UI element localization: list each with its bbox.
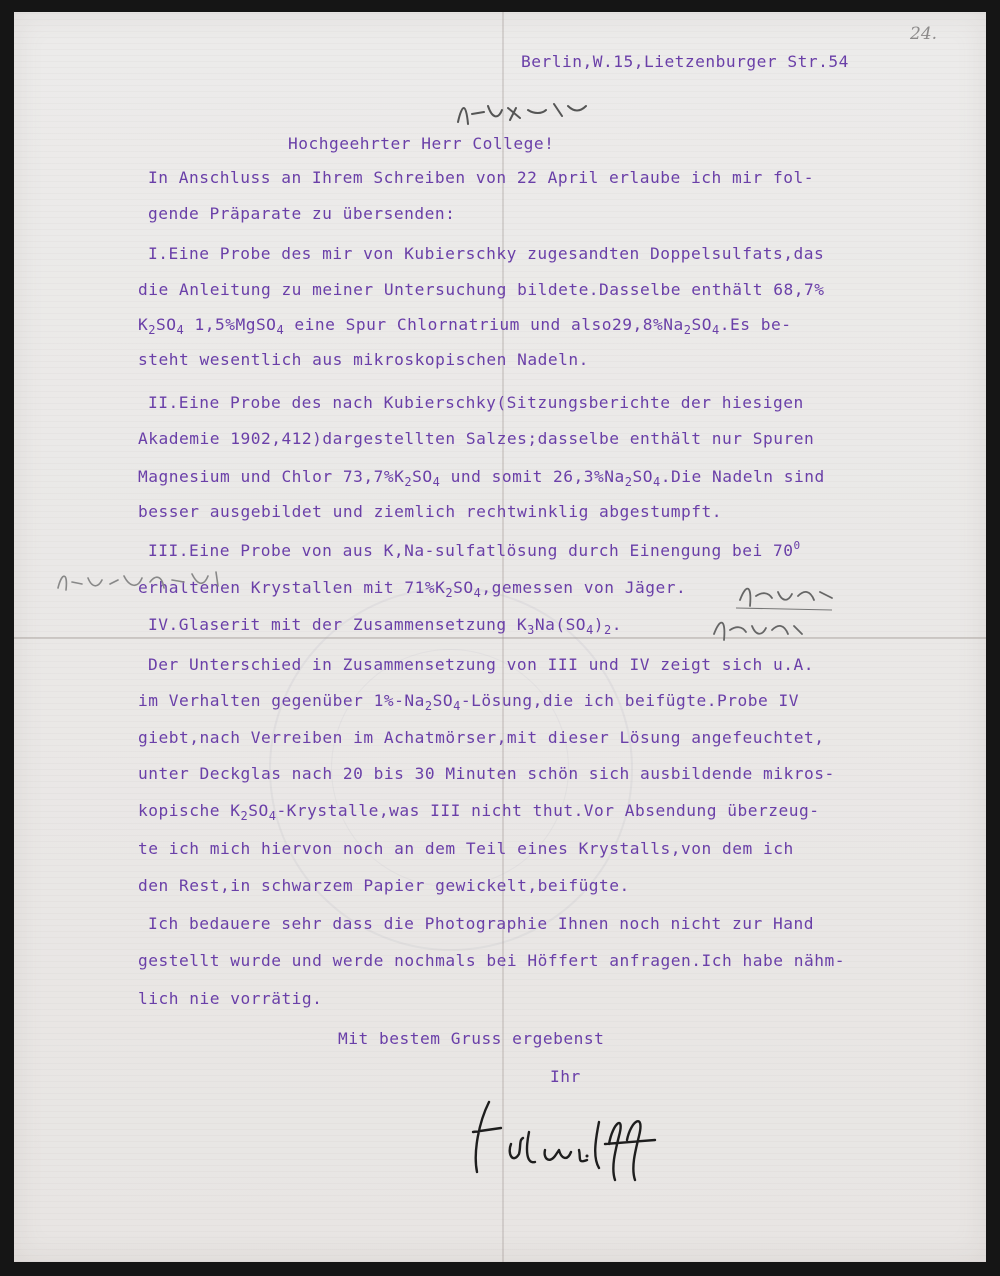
body-line-21: Ich bedauere sehr dass die Photographie Ihnen noch nicht zur Hand xyxy=(148,914,814,933)
body-line-1: In Anschluss an Ihrem Schreiben von 22 April erlaube ich mir fol- xyxy=(148,168,814,187)
body-line-14: Der Unterschied in Zusammensetzung von III und IV zeigt sich u.A. xyxy=(148,655,814,674)
body-line-11: III.Eine Probe von aus K,Na-sulfatlösung durch Einengung bei $70^0$ xyxy=(148,539,801,560)
body-line-4: die Anleitung zu meiner Untersuchung bildete.Dasselbe enthält 68,7% xyxy=(138,280,825,299)
letter-page xyxy=(14,12,986,1262)
signature xyxy=(459,1092,659,1182)
body-line-23: lich nie vorrätig. xyxy=(138,989,323,1008)
body-line-3: I.Eine Probe des mir von Kubierschky zugesandten Doppelsulfats,das xyxy=(148,244,825,263)
body-line-16: giebt,nach Verreiben im Achatmörser,mit dieser Lösung angefeuchtet, xyxy=(138,728,825,747)
pencil-annotation-2 xyxy=(706,612,816,648)
body-line-2: gende Präparate zu übersenden: xyxy=(148,204,456,223)
body-line-15: im Verhalten gegenüber $1\%-Na_2SO_4-Lösung,die$ ich beifügte.Probe IV xyxy=(138,691,799,713)
page-number: 24. xyxy=(910,24,938,44)
pencil-annotation-1 xyxy=(732,578,842,614)
body-line-13: IV.Glaserit mit der Zusammensetzung $K_3Na(SO_4)_2$. xyxy=(148,615,623,637)
salutation: Hochgeehrter Herr College! xyxy=(288,134,555,153)
body-line-19: te ich mich hiervon noch an dem Teil eines Krystalls,von dem ich xyxy=(138,839,794,858)
body-line-22: gestellt wurde und werde nochmals bei Höffert anfragen.Ich habe nähm- xyxy=(138,951,845,970)
body-line-18: kopische $K_2SO_4-Krystalle,was$ III nicht thut.Vor Absendung überzeug- xyxy=(138,801,820,823)
pencil-annotation-margin xyxy=(52,564,227,600)
body-line-20: den Rest,in schwarzem Papier gewickelt,beifügte. xyxy=(138,876,630,895)
body-line-12: erhaltenen Krystallen mit $71\%K_2SO_4,gemessen$ von Jäger. xyxy=(138,578,687,600)
body-line-7: II.Eine Probe des nach Kubierschky(Sitzungsberichte der hiesigen xyxy=(148,393,804,412)
closing-ihr: Ihr xyxy=(550,1067,581,1086)
body-line-6: steht wesentlich aus mikroskopischen Nadeln. xyxy=(138,350,589,369)
sender-address: Berlin,W.15,Lietzenburger Str.54 xyxy=(521,52,849,71)
closing: Mit bestem Gruss ergebenst xyxy=(338,1029,605,1048)
body-line-10: besser ausgebildet und ziemlich rechtwinklig abgestumpft. xyxy=(138,502,723,521)
body-line-5: $K_2SO_4$ 1,5%MgSO$_4$ eine Spur Chlornatrium und $also29,8\%Na_2SO_4.Es$ be- xyxy=(138,315,792,337)
body-line-17: unter Deckglas nach 20 bis 30 Minuten schön sich ausbildende mikros- xyxy=(138,764,835,783)
body-line-9: Magnesium und Chlor $73,7\%K_2SO_4$ und somit $26,3\%Na_2SO_4.Die$ Nadeln sind xyxy=(138,467,825,489)
body-line-8: Akademie 1902,412)dargestellten Salzes;dasselbe enthält nur Spuren xyxy=(138,429,815,448)
